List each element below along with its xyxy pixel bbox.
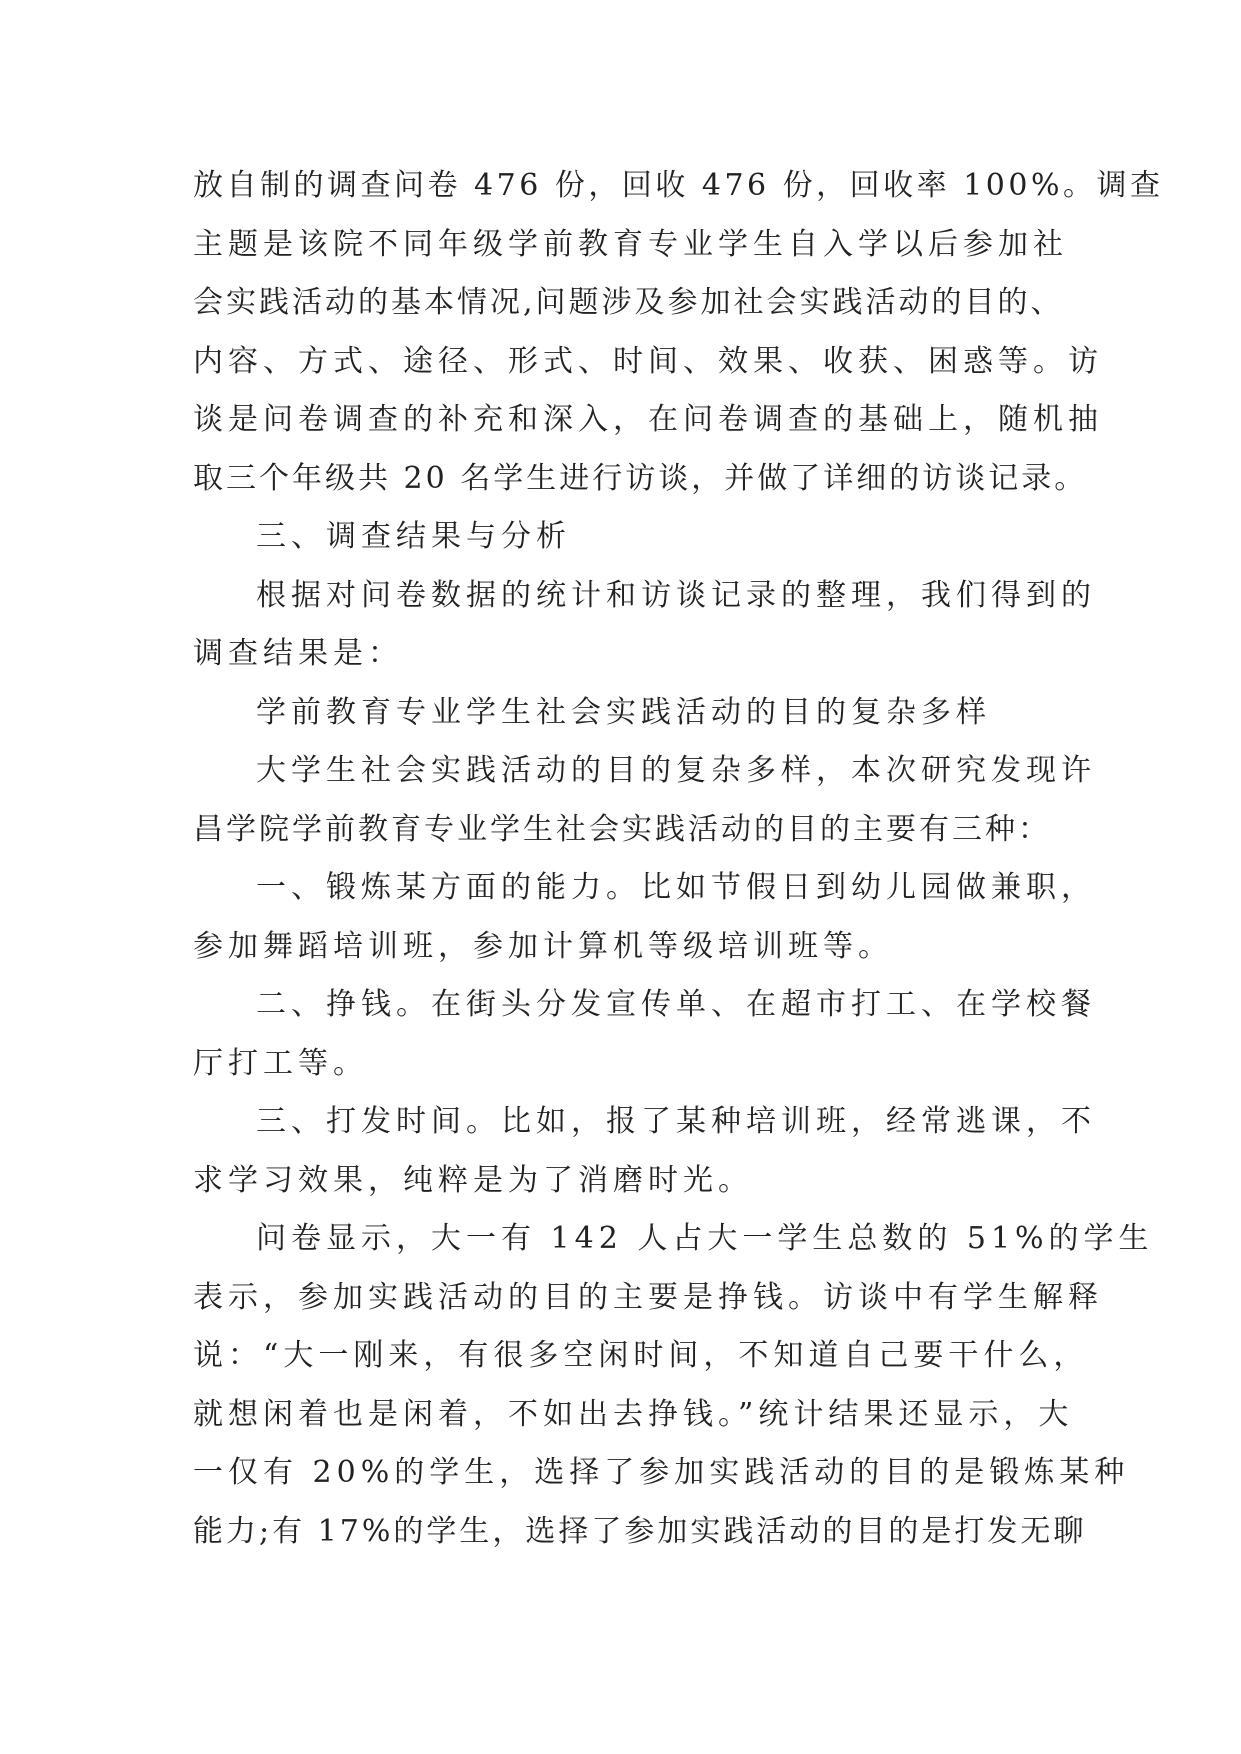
- body-text-line: 表示，参加实践活动的目的主要是挣钱。访谈中有学生解释: [193, 1280, 1103, 1315]
- body-text-line: 会实践活动的基本情况,问题涉及参加社会实践活动的目的、: [193, 285, 1064, 320]
- body-text-line: 厅打工等。: [193, 1046, 368, 1081]
- section-heading: 三、调查结果与分析: [256, 519, 571, 554]
- body-text-line: 根据对问卷数据的统计和访谈记录的整理，我们得到的: [256, 578, 1096, 613]
- body-text-line: 内容、方式、途径、形式、时间、效果、收获、困惑等。访: [193, 344, 1103, 379]
- list-item: 一、锻炼某方面的能力。比如节假日到幼儿园做兼职，: [256, 870, 1096, 905]
- body-text-line: 参加舞蹈培训班，参加计算机等级培训班等。: [193, 929, 893, 964]
- body-text-line: 昌学院学前教育专业学生社会实践活动的目的主要有三种：: [193, 812, 1051, 847]
- body-text-line: 能力;有 17%的学生，选择了参加实践活动的目的是打发无聊: [193, 1514, 1087, 1549]
- list-item: 二、挣钱。在街头分发宣传单、在超市打工、在学校餐: [256, 987, 1096, 1022]
- body-text-line: 说：“大一刚来，有很多空闲时间，不知道自己要干什么，: [193, 1338, 1089, 1373]
- subsection-heading: 学前教育专业学生社会实践活动的目的复杂多样: [256, 695, 991, 730]
- body-text-line: 求学习效果，纯粹是为了消磨时光。: [193, 1163, 753, 1198]
- body-text-line: 一仅有 20%的学生，选择了参加实践活动的目的是锻炼某种: [193, 1455, 1130, 1490]
- body-text-line: 调查结果是：: [193, 636, 403, 671]
- body-text-line: 取三个年级共 20 名学生进行访谈，并做了详细的访谈记录。: [193, 461, 1088, 496]
- body-text-line: 谈是问卷调查的补充和深入，在问卷调查的基础上，随机抽: [193, 402, 1103, 437]
- list-item: 三、打发时间。比如，报了某种培训班，经常逃课，不: [256, 1104, 1096, 1139]
- body-text-line: 问卷显示，大一有 142 人占大一学生总数的 51%的学生: [256, 1221, 1154, 1256]
- body-text-line: 主题是该院不同年级学前教育专业学生自入学以后参加社: [193, 227, 1068, 262]
- body-text-line: 就想闲着也是闲着，不如出去挣钱。”统计结果还显示，大: [193, 1397, 1074, 1432]
- body-text-line: 大学生社会实践活动的目的复杂多样，本次研究发现许: [256, 753, 1096, 788]
- body-text-line: 放自制的调查问卷 476 份，回收 476 份，回收率 100%。调查: [193, 168, 1164, 203]
